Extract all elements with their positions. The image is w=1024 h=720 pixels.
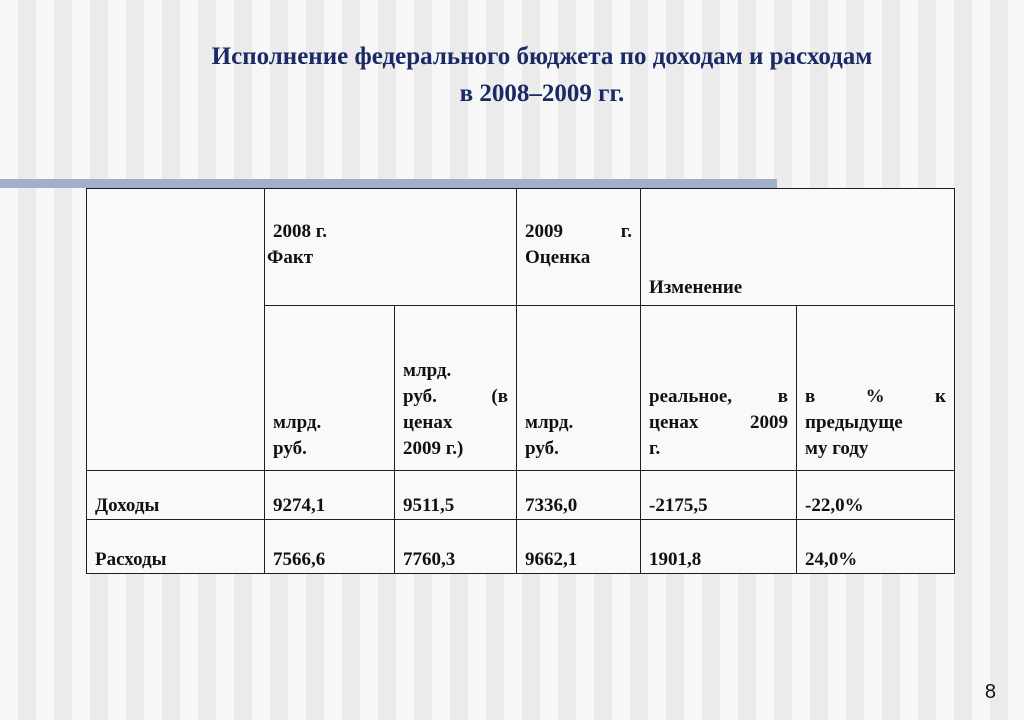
row-label: Расходы — [87, 520, 265, 574]
sub-estimate-line: руб. — [525, 438, 559, 459]
header-fact-year: 2008 г. — [273, 221, 327, 242]
sub-change-pct-line: предыдуще — [805, 412, 903, 433]
row-label: Доходы — [87, 471, 265, 520]
sub-fact-real — [395, 306, 517, 471]
budget-table — [86, 188, 955, 574]
table-row — [87, 471, 955, 520]
sub-fact-nominal-line: млрд. — [273, 412, 322, 433]
sub-change-real-line: ценах 2009 — [649, 412, 788, 433]
title-divider — [0, 179, 777, 188]
header-estimate-year-line — [525, 219, 632, 245]
sub-change-real-line: г. — [649, 438, 661, 459]
table-row — [87, 520, 955, 574]
header-estimate-year-suffix: г. — [620, 221, 632, 242]
slide-title — [0, 38, 1024, 112]
cell-estimate: 9662,1 — [517, 520, 641, 574]
page-number: 8 — [984, 681, 996, 703]
sub-estimate-line: млрд. — [525, 412, 574, 433]
sub-fact-real-line: руб. (в — [403, 386, 508, 407]
cell-fact-nominal: 7566,6 — [265, 520, 395, 574]
sub-fact-real-line: 2009 г.) — [403, 438, 464, 459]
cell-change-real: 1901,8 — [641, 520, 797, 574]
header-fact-cell — [265, 189, 517, 306]
title-line-2: в 2008–2009 гг. — [459, 80, 625, 107]
header-change-label: Изменение — [649, 277, 743, 298]
header-estimate-cell — [517, 189, 641, 306]
cell-fact-real: 9511,5 — [395, 471, 517, 520]
sub-fact-nominal-line: руб. — [273, 438, 307, 459]
cell-change-pct: 24,0% — [797, 520, 955, 574]
cell-estimate: 7336,0 — [517, 471, 641, 520]
cell-fact-nominal: 9274,1 — [265, 471, 395, 520]
sub-fact-real-line: млрд. — [403, 360, 452, 381]
sub-change-real-line: реальное, в — [649, 386, 788, 407]
sub-change-real — [641, 306, 797, 471]
header-estimate-label: Оценка — [525, 247, 591, 268]
cell-fact-real: 7760,3 — [395, 520, 517, 574]
sub-change-pct — [797, 306, 955, 471]
header-estimate-year: 2009 — [525, 221, 563, 242]
header-empty-cell — [87, 189, 265, 471]
sub-change-pct-line: му году — [805, 438, 869, 459]
sub-change-pct-line: в % к — [805, 386, 947, 407]
cell-change-real: -2175,5 — [641, 471, 797, 520]
header-fact-label: Факт — [267, 247, 314, 268]
sub-fact-nominal — [265, 306, 395, 471]
title-line-1: Исполнение федерального бюджета по доходам и расходам — [211, 43, 873, 70]
cell-change-pct: -22,0% — [797, 471, 955, 520]
sub-fact-real-line: ценах — [403, 412, 453, 433]
sub-estimate — [517, 306, 641, 471]
header-change-cell — [641, 189, 955, 306]
table-header-row — [87, 189, 955, 306]
